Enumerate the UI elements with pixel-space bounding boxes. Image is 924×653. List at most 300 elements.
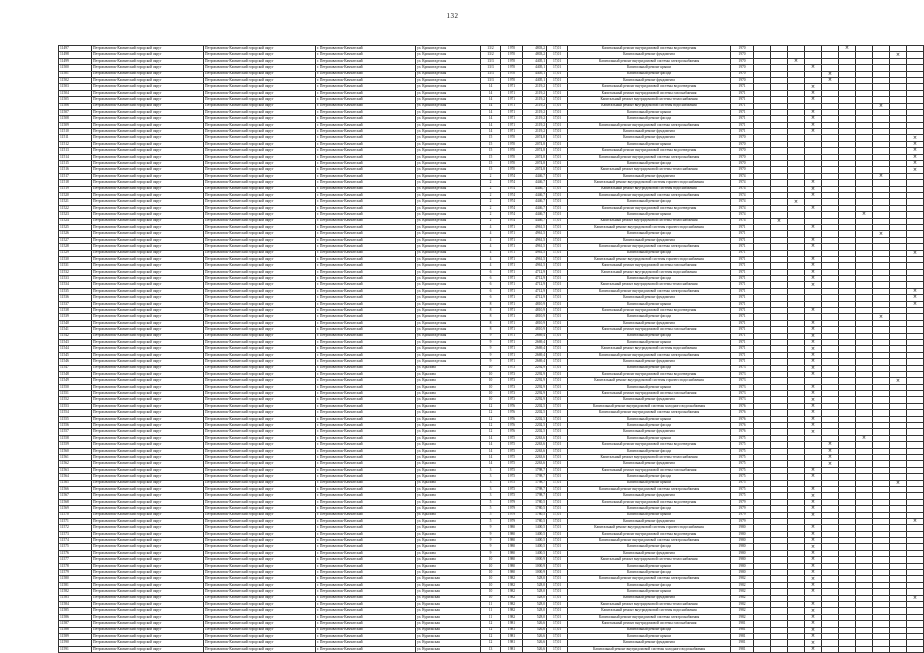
municipal-district-cell: Петропавловск-Камчатский городской округ [204, 518, 316, 524]
mark-cell [788, 646, 805, 652]
municipality-cell: Петропавловск-Камчатский городской округ [92, 224, 204, 230]
area-cell: 2669,4 [523, 333, 547, 339]
rate-cell: 17,01 [547, 627, 568, 633]
street-cell: ул. Кронштадтская [416, 346, 481, 352]
period-cell: 1971 [731, 308, 754, 314]
town-cell: г. Петропавловск-Камчатский [316, 276, 416, 282]
municipal-district-cell: Петропавловск-Камчатский городской округ [204, 461, 316, 467]
municipal-district-cell: Петропавловск-Камчатский городской округ [204, 563, 316, 569]
municipality-cell: Петропавловск-Камчатский городской округ [92, 314, 204, 320]
municipal-district-cell: Петропавловск-Камчатский городской округ [204, 544, 316, 550]
period-cell: 1971 [731, 295, 754, 301]
work-type-cell: Капитальный ремонт внутридомовой системы электроснабжения [568, 538, 731, 544]
mark-cell: × [805, 84, 822, 90]
period-cell: 1980 [731, 525, 754, 531]
work-type-cell: Капитальный ремонт фасада [568, 448, 731, 454]
mark-cell: × [805, 384, 822, 390]
municipality-cell: Петропавловск-Камчатский городской округ [92, 276, 204, 282]
mark-cell [754, 646, 771, 652]
municipal-district-cell: Петропавловск-Камчатский городской округ [204, 474, 316, 480]
mark-cell: × [805, 205, 822, 211]
house-number-cell: 4 [481, 256, 501, 262]
street-cell: ул. Крылова [416, 448, 481, 454]
house-number-cell: 15 [481, 135, 501, 141]
municipality-cell: Петропавловск-Камчатский городской округ [92, 269, 204, 275]
rate-cell: 17,01 [547, 231, 568, 237]
house-number-cell: 9 [481, 352, 501, 358]
rate-cell: 17,01 [547, 141, 568, 147]
area-cell: 2669,4 [523, 359, 547, 365]
street-cell: ул. Кронштадтская [416, 65, 481, 71]
municipal-district-cell: Петропавловск-Камчатский городской округ [204, 231, 316, 237]
town-cell: г. Петропавловск-Камчатский [316, 122, 416, 128]
area-cell: 528,0 [523, 595, 547, 601]
row-number: 11571 [59, 518, 92, 524]
build-year-cell: 1971 [501, 129, 523, 135]
street-cell: ул. Кронштадтская [416, 320, 481, 326]
municipal-district-cell: Петропавловск-Камчатский городской округ [204, 327, 316, 333]
area-cell: 2669,4 [523, 339, 547, 345]
row-number: 11560 [59, 448, 92, 454]
house-number-cell: 13/3 [481, 77, 501, 83]
mark-cell: × [805, 621, 822, 627]
municipality-cell: Петропавловск-Камчатский городской округ [92, 327, 204, 333]
town-cell: г. Петропавловск-Камчатский [316, 461, 416, 467]
area-cell: 1798,7 [523, 480, 547, 486]
town-cell: г. Петропавловск-Камчатский [316, 327, 416, 333]
period-cell: 1982 [731, 601, 754, 607]
area-cell: 4961,5 [523, 256, 547, 262]
work-type-cell: Капитальный ремонт крыши [568, 589, 731, 595]
rate-cell: 17,01 [547, 58, 568, 64]
row-number: 11561 [59, 455, 92, 461]
build-year-cell: 1971 [501, 282, 523, 288]
municipal-district-cell: Петропавловск-Камчатский городской округ [204, 333, 316, 339]
row-number: 11539 [59, 314, 92, 320]
rate-cell: 17,01 [547, 563, 568, 569]
mark-cell: × [805, 397, 822, 403]
municipality-cell: Петропавловск-Камчатский городской округ [92, 455, 204, 461]
row-number: 11521 [59, 199, 92, 205]
work-type-cell: Капитальный ремонт внутридомовой системы электроснабжения [568, 154, 731, 160]
rate-cell: 17,01 [547, 461, 568, 467]
build-year-cell: 1971 [501, 122, 523, 128]
rate-cell: 17,01 [547, 499, 568, 505]
area-cell: 1000,9 [523, 557, 547, 563]
house-number-cell: 12 [481, 429, 501, 435]
build-year-cell: 1982 [501, 601, 523, 607]
street-cell: ул. Курильская [416, 627, 481, 633]
mark-cell: × [907, 288, 924, 294]
area-cell: 4446,7 [523, 218, 547, 224]
work-type-cell: Капитальный ремонт внутридомовой системы электроснабжения [568, 486, 731, 492]
municipal-district-cell: Петропавловск-Камчатский городской округ [204, 601, 316, 607]
row-number: 11530 [59, 256, 92, 262]
municipality-cell: Петропавловск-Камчатский городской округ [92, 97, 204, 103]
rate-cell: 17,01 [547, 205, 568, 211]
area-cell: 2669,4 [523, 346, 547, 352]
street-cell: ул. Кронштадтская [416, 135, 481, 141]
rate-cell: 17,01 [547, 135, 568, 141]
build-year-cell: 1970 [501, 58, 523, 64]
work-type-cell: Капитальный ремонт крыши [568, 384, 731, 390]
street-cell: ул. Кронштадтская [416, 97, 481, 103]
mark-cell: × [805, 339, 822, 345]
municipality-cell: Петропавловск-Камчатский городской округ [92, 186, 204, 192]
street-cell: ул. Крылова [416, 397, 481, 403]
row-number: 11508 [59, 116, 92, 122]
house-number-cell: 14 [481, 461, 501, 467]
rate-cell: 17,01 [547, 589, 568, 595]
municipal-district-cell: Петропавловск-Камчатский городской округ [204, 435, 316, 441]
period-cell: 1971 [731, 314, 754, 320]
mark-cell [771, 646, 788, 652]
street-cell: ул. Крылова [416, 403, 481, 409]
row-number: 11549 [59, 378, 92, 384]
house-number-cell: 3 [481, 493, 501, 499]
build-year-cell: 1971 [501, 333, 523, 339]
build-year-cell: 1980 [501, 570, 523, 576]
area-cell: 4810,9 [523, 314, 547, 320]
town-cell: г. Петропавловск-Камчатский [316, 397, 416, 403]
area-cell: 4803,2 [523, 46, 547, 52]
mark-cell: × [856, 212, 873, 218]
house-number-cell: 8 [481, 320, 501, 326]
municipal-district-cell: Петропавловск-Камчатский городской округ [204, 250, 316, 256]
municipal-district-cell: Петропавловск-Камчатский городской округ [204, 442, 316, 448]
mark-cell: × [890, 378, 907, 384]
rate-cell: 17,01 [547, 391, 568, 397]
row-number: 11531 [59, 263, 92, 269]
street-cell: ул. Крылова [416, 435, 481, 441]
build-year-cell: 1970 [501, 135, 523, 141]
municipal-district-cell: Петропавловск-Камчатский городской округ [204, 154, 316, 160]
row-number: 11591 [59, 646, 92, 652]
period-cell: 1979 [731, 512, 754, 518]
row-number: 11583 [59, 595, 92, 601]
build-year-cell: 1970 [501, 77, 523, 83]
house-number-cell: 2 [481, 173, 501, 179]
rate-cell: 17,01 [547, 256, 568, 262]
municipal-district-cell: Петропавловск-Камчатский городской округ [204, 525, 316, 531]
municipal-district-cell: Петропавловск-Камчатский городской округ [204, 90, 316, 96]
period-cell: 1980 [731, 531, 754, 537]
municipal-district-cell: Петропавловск-Камчатский городской округ [204, 570, 316, 576]
mark-cell: × [805, 614, 822, 620]
street-cell: ул. Курильская [416, 595, 481, 601]
rate-cell: 17,01 [547, 352, 568, 358]
work-type-cell: Капитальный ремонт фасада [568, 582, 731, 588]
row-number: 11510 [59, 129, 92, 135]
build-year-cell: 1976 [501, 416, 523, 422]
municipality-cell: Петропавловск-Камчатский городской округ [92, 205, 204, 211]
house-number-cell: 14 [481, 103, 501, 109]
period-cell: 1971 [731, 339, 754, 345]
municipal-district-cell: Петропавловск-Камчатский городской округ [204, 576, 316, 582]
area-cell: 1780,5 [523, 499, 547, 505]
town-cell: г. Петропавловск-Камчатский [316, 314, 416, 320]
build-year-cell: 1971 [501, 327, 523, 333]
period-cell: 1974 [731, 212, 754, 218]
work-type-cell: Капитальный ремонт фундамента [568, 359, 731, 365]
area-cell: 4961,5 [523, 244, 547, 250]
period-cell: 1971 [731, 237, 754, 243]
row-number: 11537 [59, 301, 92, 307]
mark-cell: × [805, 557, 822, 563]
municipal-district-cell: Петропавловск-Камчатский городской округ [204, 339, 316, 345]
municipal-district-cell: Петропавловск-Камчатский городской округ [204, 116, 316, 122]
municipality-cell: Петропавловск-Камчатский городской округ [92, 531, 204, 537]
mark-cell: × [805, 550, 822, 556]
row-number: 11576 [59, 550, 92, 556]
street-cell: ул. Кронштадтская [416, 154, 481, 160]
house-number-cell: 10 [481, 365, 501, 371]
street-cell: ул. Крылова [416, 518, 481, 524]
town-cell: г. Петропавловск-Камчатский [316, 640, 416, 646]
mark-cell: × [805, 116, 822, 122]
house-number-cell: 12 [481, 410, 501, 416]
house-number-cell: 14 [481, 129, 501, 135]
period-cell: 1976 [731, 429, 754, 435]
period-cell: 1976 [731, 416, 754, 422]
town-cell: г. Петропавловск-Камчатский [316, 486, 416, 492]
period-cell: 1971 [731, 327, 754, 333]
row-number: 11541 [59, 327, 92, 333]
row-number: 11513 [59, 148, 92, 154]
rate-cell: 17,01 [547, 90, 568, 96]
row-number: 11581 [59, 582, 92, 588]
rate-cell: 17,01 [547, 371, 568, 377]
work-type-cell: Капитальный ремонт фундамента [568, 397, 731, 403]
mark-cell: × [805, 403, 822, 409]
row-number: 11587 [59, 621, 92, 627]
street-cell: ул. Кронштадтская [416, 224, 481, 230]
work-type-cell: Капитальный ремонт внутридомовой системы электроснабжения [568, 410, 731, 416]
street-cell: ул. Кронштадтская [416, 167, 481, 173]
house-number-cell: 4 [481, 250, 501, 256]
municipality-cell: Петропавловск-Камчатский городской округ [92, 212, 204, 218]
mark-cell: × [907, 518, 924, 524]
rate-cell: 17,01 [547, 97, 568, 103]
rate-cell: 17,01 [547, 480, 568, 486]
period-cell: 1971 [731, 263, 754, 269]
rate-cell: 17,01 [547, 442, 568, 448]
period-cell: 1970 [731, 52, 754, 58]
municipal-district-cell: Петропавловск-Камчатский городской округ [204, 256, 316, 262]
mark-cell: × [805, 486, 822, 492]
town-cell: г. Петропавловск-Камчатский [316, 333, 416, 339]
period-cell: 1979 [731, 499, 754, 505]
municipal-district-cell: Петропавловск-Камчатский городской округ [204, 295, 316, 301]
municipality-cell: Петропавловск-Камчатский городской округ [92, 608, 204, 614]
build-year-cell: 1973 [501, 365, 523, 371]
build-year-cell: 1970 [501, 154, 523, 160]
period-cell: 1971 [731, 231, 754, 237]
area-cell: 4405,1 [523, 71, 547, 77]
mark-cell: × [822, 448, 839, 454]
rate-cell: 17,01 [547, 429, 568, 435]
period-cell: 1970 [731, 135, 754, 141]
build-year-cell: 1971 [501, 84, 523, 90]
municipality-cell: Петропавловск-Камчатский городской округ [92, 416, 204, 422]
mark-cell: × [805, 429, 822, 435]
street-cell: ул. Крылова [416, 429, 481, 435]
municipality-cell: Петропавловск-Камчатский городской округ [92, 250, 204, 256]
mark-cell: × [805, 180, 822, 186]
town-cell: г. Петропавловск-Камчатский [316, 435, 416, 441]
house-number-cell: 2 [481, 218, 501, 224]
row-number: 11517 [59, 173, 92, 179]
town-cell: г. Петропавловск-Камчатский [316, 359, 416, 365]
house-number-cell: 6 [481, 269, 501, 275]
town-cell: г. Петропавловск-Камчатский [316, 538, 416, 544]
area-cell: 4446,7 [523, 192, 547, 198]
municipality-cell: Петропавловск-Камчатский городской округ [92, 486, 204, 492]
house-number-cell: 15 [481, 141, 501, 147]
rate-cell: 17,01 [547, 333, 568, 339]
municipality-cell: Петропавловск-Камчатский городской округ [92, 58, 204, 64]
work-type-cell: Капитальный ремонт внутридомовой системы горячего водоснабжения [568, 378, 731, 384]
rate-cell: 17,01 [547, 308, 568, 314]
town-cell: г. Петропавловск-Камчатский [316, 154, 416, 160]
mark-cell: × [822, 71, 839, 77]
mark-cell: × [805, 282, 822, 288]
mark-cell: × [805, 359, 822, 365]
period-cell: 1970 [731, 148, 754, 154]
work-type-cell: Капитальный ремонт внутридомовой системы газоснабжения [568, 327, 731, 333]
municipal-district-cell: Петропавловск-Камчатский городской округ [204, 391, 316, 397]
row-number: 11545 [59, 352, 92, 358]
build-year-cell: 1980 [501, 563, 523, 569]
house-number-cell: 9 [481, 550, 501, 556]
house-number-cell: 15 [481, 148, 501, 154]
house-number-cell: 14 [481, 109, 501, 115]
area-cell: 1400,5 [523, 538, 547, 544]
house-number-cell: 10 [481, 595, 501, 601]
area-cell: 528,0 [523, 608, 547, 614]
municipality-cell: Петропавловск-Камчатский городской округ [92, 244, 204, 250]
area-cell: 2202,5 [523, 416, 547, 422]
work-type-cell: Капитальный ремонт фундамента [568, 237, 731, 243]
row-number: 11527 [59, 237, 92, 243]
area-cell: 4961,5 [523, 224, 547, 230]
municipality-cell: Петропавловск-Камчатский городской округ [92, 129, 204, 135]
period-cell: 1973 [731, 371, 754, 377]
build-year-cell: 1981 [501, 633, 523, 639]
town-cell: г. Петропавловск-Камчатский [316, 423, 416, 429]
house-number-cell: 2 [481, 205, 501, 211]
municipality-cell: Петропавловск-Камчатский городской округ [92, 346, 204, 352]
work-type-cell: Капитальный ремонт внутридомовой системы водоотведения [568, 148, 731, 154]
rate-cell: 17,01 [547, 276, 568, 282]
municipality-cell: Петропавловск-Камчатский городской округ [92, 141, 204, 147]
rate-cell: 17,01 [547, 601, 568, 607]
mark-cell: × [805, 640, 822, 646]
work-type-cell: Капитальный ремонт фасада [568, 314, 731, 320]
town-cell: г. Петропавловск-Камчатский [316, 608, 416, 614]
house-number-cell: 10 [481, 557, 501, 563]
street-cell: ул. Крылова [416, 455, 481, 461]
house-number-cell: 12 [481, 627, 501, 633]
rate-cell: 17,01 [547, 212, 568, 218]
house-number-cell: 5 [481, 506, 501, 512]
period-cell: 1970 [731, 71, 754, 77]
row-number: 11577 [59, 557, 92, 563]
mark-cell: × [907, 167, 924, 173]
build-year-cell: 1970 [501, 71, 523, 77]
mark-cell: × [805, 601, 822, 607]
street-cell: ул. Крылова [416, 525, 481, 531]
town-cell: г. Петропавловск-Камчатский [316, 192, 416, 198]
house-number-cell: 12 [481, 416, 501, 422]
work-type-cell: Капитальный ремонт внутридомовой системы водоотведения [568, 499, 731, 505]
work-type-cell: Капитальный ремонт внутридомовой системы водоотведения [568, 205, 731, 211]
work-type-cell: Капитальный ремонт фасада [568, 506, 731, 512]
municipal-district-cell: Петропавловск-Камчатский городской округ [204, 384, 316, 390]
municipality-cell: Петропавловск-Камчатский городской округ [92, 135, 204, 141]
town-cell: г. Петропавловск-Камчатский [316, 550, 416, 556]
municipality-cell: Петропавловск-Камчатский городской округ [92, 122, 204, 128]
municipality-cell: Петропавловск-Камчатский городской округ [92, 378, 204, 384]
town-cell: г. Петропавловск-Камчатский [316, 320, 416, 326]
row-number: 11514 [59, 154, 92, 160]
rate-cell: 17,01 [547, 282, 568, 288]
work-type-cell: Капитальный ремонт фасада [568, 474, 731, 480]
house-number-cell: 9 [481, 531, 501, 537]
town-cell: г. Петропавловск-Камчатский [316, 141, 416, 147]
build-year-cell: 1971 [501, 269, 523, 275]
street-cell: ул. Крылова [416, 531, 481, 537]
municipality-cell: Петропавловск-Камчатский городской округ [92, 161, 204, 167]
area-cell: 528,0 [523, 576, 547, 582]
work-type-cell: Капитальный ремонт крыши [568, 339, 731, 345]
mark-cell: × [805, 256, 822, 262]
mark-cell: × [907, 141, 924, 147]
row-number: 11580 [59, 576, 92, 582]
house-number-cell: 15 [481, 167, 501, 173]
period-cell: 1970 [731, 161, 754, 167]
build-year-cell: 1973 [501, 391, 523, 397]
build-year-cell: 1970 [501, 148, 523, 154]
work-type-cell: Капитальный ремонт крыши [568, 416, 731, 422]
rate-cell: 17,01 [547, 167, 568, 173]
street-cell: ул. Кронштадтская [416, 339, 481, 345]
house-number-cell: 14 [481, 455, 501, 461]
street-cell: ул. Кронштадтская [416, 180, 481, 186]
mark-cell: × [907, 154, 924, 160]
street-cell: ул. Курильская [416, 614, 481, 620]
work-type-cell: Капитальный ремонт внутридомовой системы водоотведения [568, 46, 731, 52]
build-year-cell: 1982 [501, 576, 523, 582]
mark-cell: × [805, 589, 822, 595]
row-number: 11584 [59, 601, 92, 607]
town-cell: г. Петропавловск-Камчатский [316, 614, 416, 620]
work-type-cell: Капитальный ремонт внутридомовой системы газоснабжения [568, 90, 731, 96]
municipality-cell: Петропавловск-Камчатский городской округ [92, 231, 204, 237]
street-cell: ул. Кронштадтская [416, 250, 481, 256]
build-year-cell: 1974 [501, 199, 523, 205]
municipal-district-cell: Петропавловск-Камчатский городской округ [204, 410, 316, 416]
work-type-cell: Капитальный ремонт фасада [568, 544, 731, 550]
build-year-cell: 1970 [501, 52, 523, 58]
house-number-cell: 11 [481, 601, 501, 607]
row-number: 11526 [59, 231, 92, 237]
municipality-cell: Петропавловск-Камчатский городской округ [92, 397, 204, 403]
municipal-district-cell: Петропавловск-Камчатский городской округ [204, 282, 316, 288]
period-cell: 1975 [731, 467, 754, 473]
period-cell: 1971 [731, 224, 754, 230]
period-cell: 1981 [731, 640, 754, 646]
